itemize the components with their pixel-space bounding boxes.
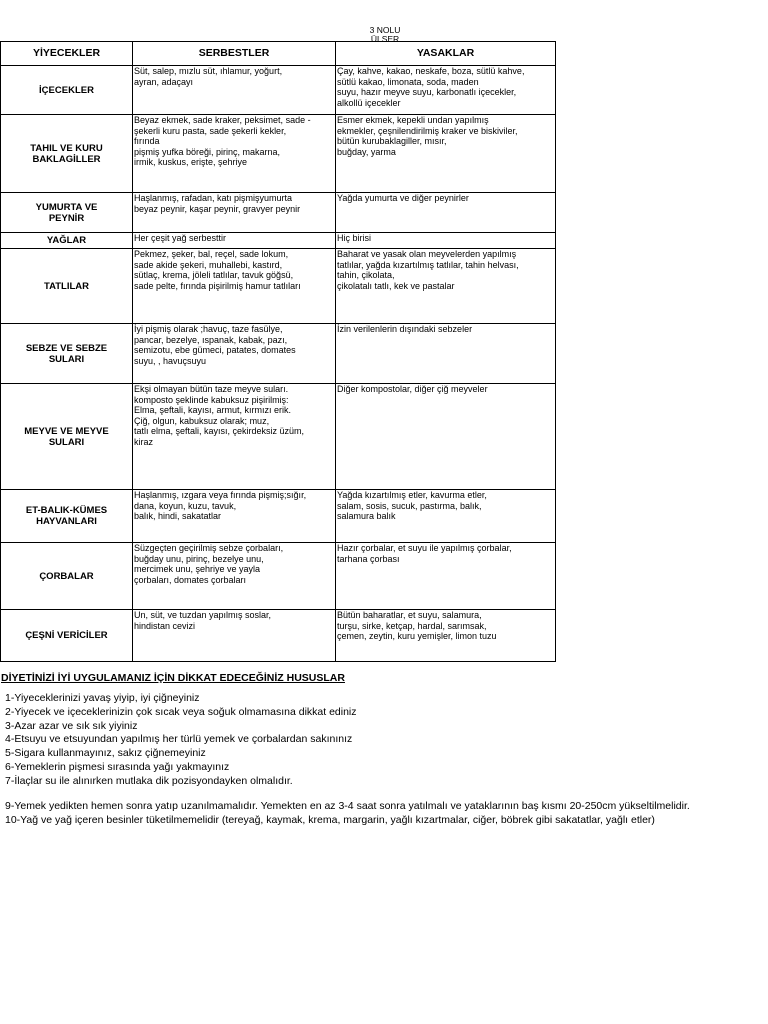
list-item: 10-Yağ ve yağ içeren besinler tüketilmemelidir (tereyağ, kaymak, krema, margarin, yağlı kızartmalar, ciğer, böbrek gibi sakatatlar, yağlı etler) bbox=[5, 814, 655, 826]
table-row bbox=[1, 233, 556, 249]
list-item: 9-Yemek yedikten hemen sonra yatıp uzanılmamalıdır. Yemekten en az 3-4 saat sonra yatılmalı ve yataklarının baş kısmı 20-250cm yükseltilmelidir. bbox=[5, 800, 690, 812]
row-category: TAHIL VE KURU BAKLAGİLLER bbox=[1, 115, 133, 193]
column-header-forbidden: YASAKLAR bbox=[336, 42, 556, 66]
list-item: 5-Sigara kullanmayınız, sakız çiğnemeyiniz bbox=[5, 747, 206, 760]
list-item: 7-İlaçlar su ile alınırken mutlaka dik pozisyondayken olmalıdır. bbox=[5, 774, 293, 787]
row-category: TATLILAR bbox=[1, 249, 133, 324]
guidelines-list bbox=[5, 692, 357, 789]
page-header-text: 3 NOLU ÜLSER bbox=[369, 26, 401, 41]
table-row bbox=[1, 324, 556, 384]
row-allowed: Haşlanmış, rafadan, katı pişmişyumurta beyaz peynir, kaşar peynir, gravyer peynir bbox=[133, 193, 336, 233]
list-item: 4-Etsuyu ve etsuyundan yapılmış her türlü yemek ve çorbalardan sakınınız bbox=[5, 733, 353, 746]
row-category: İÇECEKLER bbox=[1, 66, 133, 115]
row-allowed: İyi pişmiş olarak ;havuç, taze fasülye, pancar, bezelye, ıspanak, kabak, pazı, semizotu, ebe gümeci, patates, domates suyu, , havuçsuyu bbox=[133, 324, 336, 384]
column-header-allowed: SERBESTLER bbox=[133, 42, 336, 66]
list-item: 2-Yiyecek ve içeceklerinizin çok sıcak veya soğuk olmamasına dikkat ediniz bbox=[5, 705, 357, 718]
row-forbidden: Hiç birisi bbox=[336, 233, 556, 249]
table-row bbox=[1, 193, 556, 233]
list-item: 3-Azar azar ve sık sık yiyiniz bbox=[5, 719, 138, 732]
row-forbidden: Yağda kızartılmış etler, kavurma etler, salam, sosis, sucuk, pastırma, balık, salamura balık bbox=[336, 490, 556, 543]
row-allowed: Süzgeçten geçirilmiş sebze çorbaları, buğday unu, pirinç, bezelye unu, mercimek unu, şehriye ve yayla çorbaları, domates çorbaları bbox=[133, 543, 336, 610]
column-header-foods: YİYECEKLER bbox=[1, 42, 133, 66]
row-forbidden: Çay, kahve, kakao, neskafe, boza, sütlü kahve, sütlü kakao, limonata, soda, maden suyu, hazır meyve suyu, karbonatlı içecekler, alkollü içecekler bbox=[336, 66, 556, 115]
row-forbidden: Esmer ekmek, kepekli undan yapılmış ekmekler, çeşnilendirilmiş kraker ve biskiviler, bütün kurubaklagiller, mısır, buğday, yarma bbox=[336, 115, 556, 193]
row-category: SEBZE VE SEBZE SULARI bbox=[1, 324, 133, 384]
table-row bbox=[1, 490, 556, 543]
row-allowed: Haşlanmış, ızgara veya fırında pişmiş;sığır, dana, koyun, kuzu, tavuk, balık, hindi, sakatatlar bbox=[133, 490, 336, 543]
table-row bbox=[1, 384, 556, 490]
table-header-row bbox=[1, 42, 556, 66]
table-row bbox=[1, 610, 556, 662]
row-category: MEYVE VE MEYVE SULARI bbox=[1, 384, 133, 490]
guidelines-title: DİYETİNİZİ İYİ UYGULAMANIZ İÇİN DİKKAT EDECEĞİNİZ HUSUSLAR bbox=[1, 672, 345, 684]
row-category: ÇEŞNİ VERİCİLER bbox=[1, 610, 133, 662]
row-forbidden: Bütün baharatlar, et suyu, salamura, turşu, sirke, ketçap, hardal, sarımsak, çemen, zeytin, kuru yemişler, limon tuzu bbox=[336, 610, 556, 662]
row-forbidden: Yağda yumurta ve diğer peynirler bbox=[336, 193, 556, 233]
diet-table bbox=[0, 41, 556, 662]
row-allowed: Un, süt, ve tuzdan yapılmış soslar, hindistan cevizi bbox=[133, 610, 336, 662]
row-allowed: Her çeşit yağ serbesttir bbox=[133, 233, 336, 249]
row-category: ÇORBALAR bbox=[1, 543, 133, 610]
row-category: YAĞLAR bbox=[1, 233, 133, 249]
list-item: 6-Yemeklerin pişmesi sırasında yağı yakmayınız bbox=[5, 760, 230, 773]
row-forbidden: Hazır çorbalar, et suyu ile yapılmış çorbalar, tarhana çorbası bbox=[336, 543, 556, 610]
row-category: ET-BALIK-KÜMES HAYVANLARI bbox=[1, 490, 133, 543]
row-allowed: Beyaz ekmek, sade kraker, peksimet, sade - şekerli kuru pasta, sade şekerli kekler, fırında pişmiş yufka böreği, pirinç, makarna, irmik, kuskus, erişte, şehriye bbox=[133, 115, 336, 193]
row-forbidden: Diğer kompostolar, diğer çiğ meyveler bbox=[336, 384, 556, 490]
table-row bbox=[1, 249, 556, 324]
row-allowed: Ekşi olmayan bütün taze meyve suları. komposto şeklinde kabuksuz pişirilmiş: Elma, şeftali, kayısı, armut, kırmızı erik. Çiğ, olgun, kabuksuz olarak; muz, tatlı elma, şeftali, kayısı, çekirdeksiz üzüm, kiraz bbox=[133, 384, 336, 490]
guidelines-list-extra bbox=[5, 799, 690, 827]
row-allowed: Pekmez, şeker, bal, reçel, sade lokum, sade akide şekeri, muhallebi, kastırd, sütlaç, krema, jöleli tatlılar, tavuk göğsü, sade pelte, fırında pişirilmiş hamur tatlıları bbox=[133, 249, 336, 324]
table-row bbox=[1, 115, 556, 193]
list-item: 1-Yiyeceklerinizi yavaş yiyip, iyi çiğneyiniz bbox=[5, 692, 200, 704]
table-row bbox=[1, 543, 556, 610]
row-category: YUMURTA VE PEYNİR bbox=[1, 193, 133, 233]
row-allowed: Süt, salep, mızlu süt, ıhlamur, yoğurt, ayran, adaçayı bbox=[133, 66, 336, 115]
row-forbidden: İzin verilenlerin dışındaki sebzeler bbox=[336, 324, 556, 384]
table-row bbox=[1, 66, 556, 115]
row-forbidden: Baharat ve yasak olan meyvelerden yapılmış tatlılar, yağda kızartılmış tatlılar, tahin helvası, tahin, çikolata, çikolatalı tatlı, kek ve pastalar bbox=[336, 249, 556, 324]
